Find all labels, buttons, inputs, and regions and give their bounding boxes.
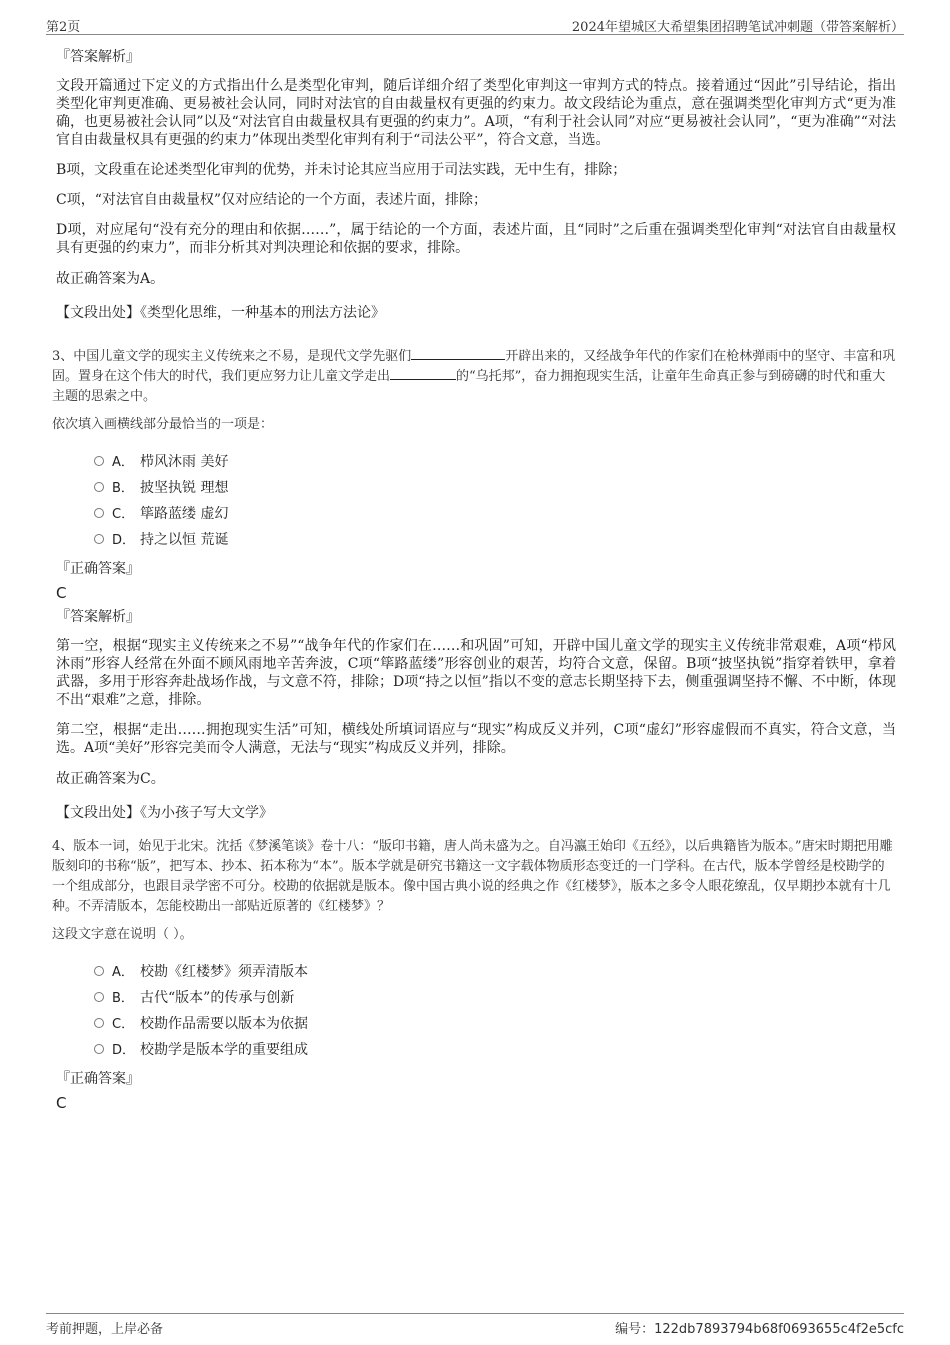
radio-icon[interactable]	[94, 508, 104, 518]
q4-options	[94, 959, 896, 1063]
q3-option-c[interactable]: C． 筚路蓝缕 虚幻	[94, 501, 896, 527]
radio-icon[interactable]	[94, 482, 104, 492]
q3-stem	[52, 347, 896, 407]
q3-option-b[interactable]: B． 披坚执锐 理想	[94, 475, 896, 501]
page-footer	[46, 1313, 904, 1337]
q3-answer: C	[56, 584, 67, 602]
q3-stem-part1: 3、中国儿童文学的现实主义传统来之不易，是现代文学先驱们	[52, 349, 412, 364]
q4-stem: 4、版本一词，始见于北宋。沈括《梦溪笔谈》卷十八：“版印书籍，唐人尚未盛为之。自冯瀛王始印《五经》，以后典籍皆为版本。”唐宋时期把用雕版刻印的书称“版”，把写本、抄本、拓本称为“本”。版本学就是研究书籍这一文字载体物质形态变迁的一门学科。在古代，版本学曾经是校勘学的一个组成部分，也跟目录学密不可分。校勘的依据就是版本。像中国古典小说的经典之作《红楼梦》，版本之多令人眼花缭乱，仅早期抄本就有十几种。不弄清版本，怎能校勘出一部贴近原著的《红楼梦》？	[52, 839, 893, 914]
q2-analysis-p2: B项，文段重在论述类型化审判的优势，并未讨论其应当应用于司法实践，无中生有，排除；	[56, 162, 627, 178]
q3-analysis-p2: 第二空，根据“走出……拥抱现实生活”可知，横线处所填词语应与“现实”构成反义并列，C项“虚幻”形容虚假而不真实，符合文意，当选。A项“美好”形容完美而令人满意，无法与“现实”构成反义并列，排除。	[56, 722, 896, 756]
q2-analysis-p3: C项，“对法官自由裁量权”仅对应结论的一个方面，表述片面，排除；	[56, 192, 488, 208]
page-number: 第2页	[46, 20, 81, 35]
q4-option-c[interactable]: C． 校勘作品需要以版本为依据	[94, 1011, 896, 1037]
q3-option-d[interactable]: D． 持之以恒 荒诞	[94, 527, 896, 553]
q4-answer-label: 『正确答案』	[56, 1071, 140, 1087]
q3-answer-label: 『正确答案』	[56, 561, 140, 577]
q3-option-a[interactable]: A． 栉风沐雨 美好	[94, 449, 896, 475]
radio-icon[interactable]	[94, 1044, 104, 1054]
q3-blank-2	[390, 367, 456, 380]
q4-answer: C	[56, 1094, 67, 1112]
q3-analysis-p1: 第一空，根据“现实主义传统来之不易”“战争年代的作家们在……和巩固”可知，开辟中国儿童文学的现实主义传统非常艰难，A项“栉风沐雨”形容人经常在外面不顾风雨地辛苦奔波，C项“筚路蓝缕”形容创业的艰苦，均符合文意，保留。B项“披坚执锐”指穿着铁甲，拿着武器，多用于形容奔赴战场作战，与文意不符，排除；D项“持之以恒”指以不变的意志长期坚持下去，侧重强调坚持不懈、不中断，体现不出“艰难”之意，排除。	[56, 638, 896, 708]
q2-analysis-p4: D项，对应尾句“没有充分的理由和依据……”，属于结论的一个方面，表述片面，且“同时”之后重在强调类型化审判“对法官自由裁量权具有更强的约束力”，而非分析其对判决理论和依据的要求，排除。	[56, 222, 896, 256]
page-header	[46, 14, 904, 35]
footer-code-value: 122db7893794b68f0693655c4f2e5cfc	[654, 1322, 904, 1337]
footer-slogan: 考前押题，上岸必备	[46, 1322, 164, 1337]
q3-stem-part2: 开辟出来的，又经战争年代的作家们在枪林弹雨中的坚守、丰富和巩固。置身在这个伟大的时代，我们更应努力让儿童文学走出	[52, 349, 896, 384]
q2-source: 【文段出处】《类型化思维，一种基本的刑法方法论》	[56, 305, 385, 321]
q2-conclusion: 故正确答案为A。	[56, 271, 165, 287]
q3-blank-1	[411, 347, 505, 360]
page-content	[52, 47, 896, 1117]
footer-code-label: 编号：	[615, 1322, 655, 1337]
q3-stem-part3: 的“乌托邦”，奋力拥抱现实生活，让童年生命真正参与到磅礴的时代和重大主题的思索之中。	[52, 369, 886, 404]
q3-source: 【文段出处】《为小孩子写大文学》	[56, 805, 273, 821]
q2-analysis-p1: 文段开篇通过下定义的方式指出什么是类型化审判，随后详细介绍了类型化审判这一审判方式的特点。接着通过“因此”引导结论，指出类型化审判更准确、更易被社会认同，同时对法官的自由裁量权有更强的约束力。故文段结论为重点，意在强调类型化审判方式“更为准确，也更易被社会认同”以及“对法官自由裁量权具有更强的约束力”。A项，“有利于社会认同”对应“更易被社会认同”，“更为准确”“对法官自由裁量权具有更强的约束力”体现出类型化审判有利于“司法公平”，符合文意，当选。	[56, 78, 896, 148]
q4-prompt: 这段文字意在说明（ ）。	[52, 927, 193, 942]
q3-prompt: 依次填入画横线部分最恰当的一项是：	[52, 417, 274, 432]
radio-icon[interactable]	[94, 1018, 104, 1028]
q3-conclusion: 故正确答案为C。	[56, 771, 165, 787]
q4-option-b[interactable]: B． 古代“版本”的传承与创新	[94, 985, 896, 1011]
q3-analysis-label: 『答案解析』	[56, 609, 140, 625]
q4-option-a[interactable]: A． 校勘《红楼梦》须弄清版本	[94, 959, 896, 985]
q2-analysis-label: 『答案解析』	[56, 49, 140, 65]
document-title: 2024年望城区大希望集团招聘笔试冲刺题（带答案解析）	[571, 20, 904, 35]
footer-code	[615, 1318, 904, 1337]
q3-options	[94, 449, 896, 553]
radio-icon[interactable]	[94, 966, 104, 976]
radio-icon[interactable]	[94, 992, 104, 1002]
q4-option-d[interactable]: D． 校勘学是版本学的重要组成	[94, 1037, 896, 1063]
radio-icon[interactable]	[94, 456, 104, 466]
radio-icon[interactable]	[94, 534, 104, 544]
